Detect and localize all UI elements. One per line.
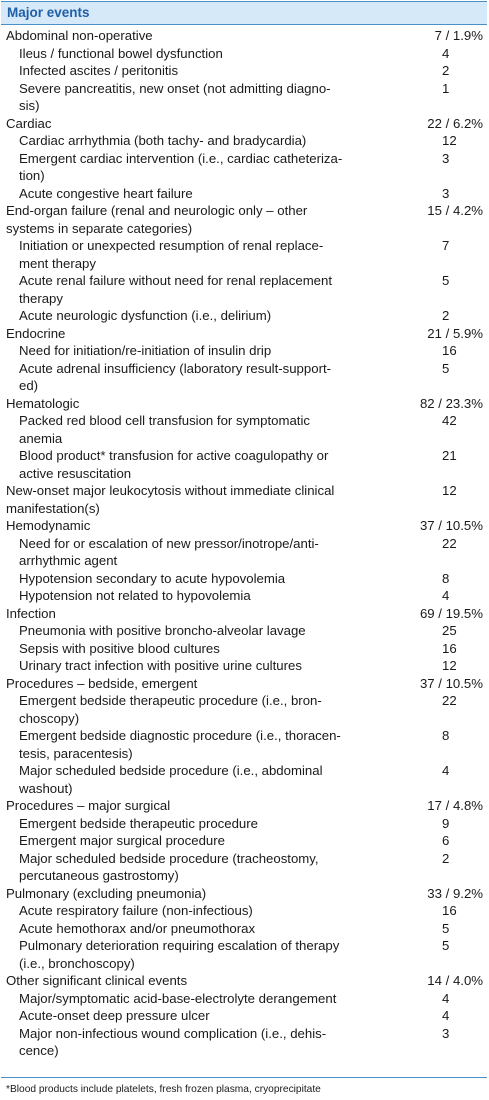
- event-row: [0, 850, 489, 885]
- event-row: [0, 237, 489, 272]
- event-label: sis): [19, 98, 40, 113]
- category-row: [0, 115, 489, 133]
- category-count: 37 / 10.5%: [419, 675, 483, 691]
- event-count: 6: [442, 833, 450, 848]
- event-label: manifestation(s): [6, 500, 100, 516]
- event-label: tion): [19, 168, 45, 183]
- event-label: choscopy): [19, 710, 80, 726]
- category-count: 14 / 4.0%: [427, 973, 483, 988]
- category-row: [0, 675, 489, 693]
- event-label: percutaneous gastrostomy): [19, 868, 179, 883]
- event-row: [0, 815, 489, 833]
- event-count: 2: [442, 308, 450, 323]
- event-label: Acute-onset deep pressure ulcer: [19, 1008, 210, 1023]
- event-label: Acute hemothorax and/or pneumothorax: [19, 920, 256, 936]
- event-row: [0, 937, 489, 972]
- category-count: 15 / 4.2%: [427, 203, 483, 218]
- event-row: [0, 727, 489, 762]
- event-row: [0, 920, 489, 938]
- event-label: Sepsis with positive blood cultures: [19, 640, 220, 656]
- category-count: 69 / 19.5%: [419, 605, 483, 621]
- event-count: 4: [442, 763, 450, 778]
- category-row: [0, 885, 489, 903]
- event-count: 2: [442, 63, 450, 78]
- category-count: 22 / 6.2%: [427, 115, 483, 131]
- event-row: [0, 80, 489, 115]
- event-label: Emergent bedside therapeutic procedure: [19, 815, 258, 831]
- event-count: 21: [442, 448, 457, 463]
- event-row: [0, 360, 489, 395]
- event-label: Acute congestive heart failure: [19, 185, 193, 201]
- category-label: Cardiac: [6, 115, 52, 131]
- category-label: Hemodynamic: [6, 518, 91, 533]
- event-row: [0, 482, 489, 517]
- event-label: Acute neurologic dysfunction (i.e., delirium): [19, 308, 272, 323]
- event-count: 3: [442, 185, 450, 201]
- event-label: Major/symptomatic acid-base-electrolyte derangement: [19, 990, 337, 1006]
- table-bottom-rule: [1, 1077, 487, 1078]
- event-row: [0, 185, 489, 203]
- event-count: 4: [442, 1008, 450, 1023]
- event-row: [0, 640, 489, 658]
- category-count: 82 / 23.3%: [419, 395, 483, 411]
- event-label: Acute respiratory failure (non-infectious): [19, 903, 253, 918]
- event-count: 8: [442, 570, 450, 586]
- event-label: washout): [19, 780, 73, 796]
- event-label: Urinary tract infection with positive urine cultures: [19, 658, 302, 673]
- event-row: [0, 45, 489, 63]
- category-count: 33 / 9.2%: [427, 885, 483, 901]
- event-label: Cardiac arrhythmia (both tachy- and bradycardia): [19, 133, 307, 148]
- category-row: [0, 202, 489, 237]
- event-label: Hypotension not related to hypovolemia: [19, 588, 251, 603]
- event-label: Major scheduled bedside procedure (i.e., abdominal: [19, 763, 323, 778]
- event-label: Pulmonary deterioration requiring escalation of therapy: [19, 938, 340, 953]
- event-label: Emergent bedside therapeutic procedure (i.e., bron-: [19, 693, 322, 708]
- category-count: 17 / 4.8%: [427, 798, 483, 813]
- category-label: End-organ failure (renal and neurologic only – other: [6, 203, 308, 218]
- event-label: arrhythmic agent: [19, 553, 118, 568]
- category-label: Infection: [6, 605, 56, 621]
- category-row: [0, 605, 489, 623]
- event-row: [0, 622, 489, 640]
- table-header-title: Major events: [7, 5, 90, 20]
- event-label: Emergent major surgical procedure: [19, 833, 225, 848]
- event-row: [0, 412, 489, 447]
- event-label: active resuscitation: [19, 465, 132, 481]
- event-count: 7: [442, 238, 450, 253]
- event-label: Emergent cardiac intervention (i.e., cardiac catheteriza-: [19, 150, 343, 166]
- event-row: [0, 1007, 489, 1025]
- event-label: anemia: [19, 430, 63, 446]
- event-row: [0, 832, 489, 850]
- event-label: cence): [19, 1043, 59, 1058]
- event-label: Major scheduled bedside procedure (tracheostomy,: [19, 850, 319, 866]
- event-count: 25: [442, 623, 457, 638]
- event-label: tesis, paracentesis): [19, 745, 133, 761]
- event-row: [0, 587, 489, 605]
- event-count: 5: [442, 360, 450, 376]
- event-count: 5: [442, 938, 450, 953]
- event-count: 12: [442, 133, 457, 148]
- event-row: [0, 657, 489, 675]
- event-row: [0, 535, 489, 570]
- event-row: [0, 62, 489, 80]
- category-row: [0, 395, 489, 413]
- event-label: Pneumonia with positive broncho-alveolar lavage: [19, 623, 306, 638]
- event-count: 4: [442, 990, 450, 1006]
- event-row: [0, 762, 489, 797]
- event-count: 4: [442, 45, 450, 61]
- event-count: 5: [442, 920, 450, 936]
- event-row: [0, 150, 489, 185]
- event-label: Acute renal failure without need for renal replacement: [19, 273, 333, 288]
- category-row: [0, 972, 489, 990]
- category-count: 21 / 5.9%: [427, 325, 483, 341]
- event-label: Need for initiation/re-initiation of insulin drip: [19, 343, 272, 358]
- event-label: Blood product* transfusion for active coagulopathy or: [19, 448, 329, 463]
- event-label: Major non-infectious wound complication (i.e., dehis-: [19, 1025, 327, 1041]
- event-label: Ileus / functional bowel dysfunction: [19, 45, 223, 61]
- event-count: 2: [442, 850, 450, 866]
- event-count: 16: [442, 640, 457, 656]
- category-label: Procedures – bedside, emergent: [6, 675, 198, 691]
- category-label: systems in separate categories): [6, 220, 193, 236]
- event-label: Acute adrenal insufficiency (laboratory result-support-: [19, 360, 332, 376]
- event-label: ed): [19, 378, 39, 393]
- event-label: Infected ascites / peritonitis: [19, 63, 179, 78]
- event-label: Need for or escalation of new pressor/inotrope/anti-: [19, 535, 319, 551]
- event-row: [0, 307, 489, 325]
- category-label: Other significant clinical events: [6, 973, 188, 988]
- event-count: 22: [442, 693, 457, 708]
- event-label: (i.e., bronchoscopy): [19, 955, 135, 971]
- event-row: [0, 990, 489, 1008]
- category-row: [0, 325, 489, 343]
- event-count: 1: [442, 80, 450, 96]
- event-count: 4: [442, 588, 450, 603]
- event-count: 8: [442, 728, 450, 743]
- category-label: Endocrine: [6, 325, 66, 341]
- event-count: 42: [442, 413, 457, 428]
- category-count: 37 / 10.5%: [419, 518, 483, 533]
- event-label: therapy: [19, 290, 63, 306]
- category-label: Hematologic: [6, 395, 80, 411]
- event-label: Emergent bedside diagnostic procedure (i.e., thoracen-: [19, 728, 341, 743]
- category-row: [0, 517, 489, 535]
- category-label: Abdominal non-operative: [6, 28, 153, 43]
- event-count: 16: [442, 903, 457, 918]
- category-label: Pulmonary (excluding pneumonia): [6, 885, 207, 901]
- event-label: ment therapy: [19, 255, 96, 271]
- event-count: 9: [442, 815, 450, 831]
- event-count: 3: [442, 150, 450, 166]
- category-row: [0, 797, 489, 815]
- event-row: [0, 692, 489, 727]
- event-label: Severe pancreatitis, new onset (not admitting diagno-: [19, 80, 331, 96]
- event-count: 5: [442, 273, 450, 288]
- event-label: Hypotension secondary to acute hypovolemia: [19, 570, 286, 586]
- table-header: [1, 1, 487, 25]
- event-count: 12: [442, 658, 457, 673]
- event-row: [0, 132, 489, 150]
- table-footnote: *Blood products include platelets, fresh frozen plasma, cryoprecipitate: [6, 1084, 321, 1095]
- event-label: New-onset major leukocytosis without immediate clinical: [6, 483, 335, 498]
- event-count: 12: [442, 483, 457, 498]
- category-count: 7 / 1.9%: [434, 28, 483, 43]
- event-row: [0, 447, 489, 482]
- event-label: Packed red blood cell transfusion for symptomatic: [19, 413, 310, 428]
- event-label: Initiation or unexpected resumption of renal replace-: [19, 238, 324, 253]
- category-row: [0, 27, 489, 45]
- event-count: 16: [442, 343, 457, 358]
- event-row: [0, 570, 489, 588]
- event-row: [0, 272, 489, 307]
- event-count: 22: [442, 535, 457, 551]
- event-row: [0, 902, 489, 920]
- category-label: Procedures – major surgical: [6, 798, 171, 813]
- event-row: [0, 342, 489, 360]
- event-row: [0, 1025, 489, 1060]
- event-count: 3: [442, 1025, 450, 1041]
